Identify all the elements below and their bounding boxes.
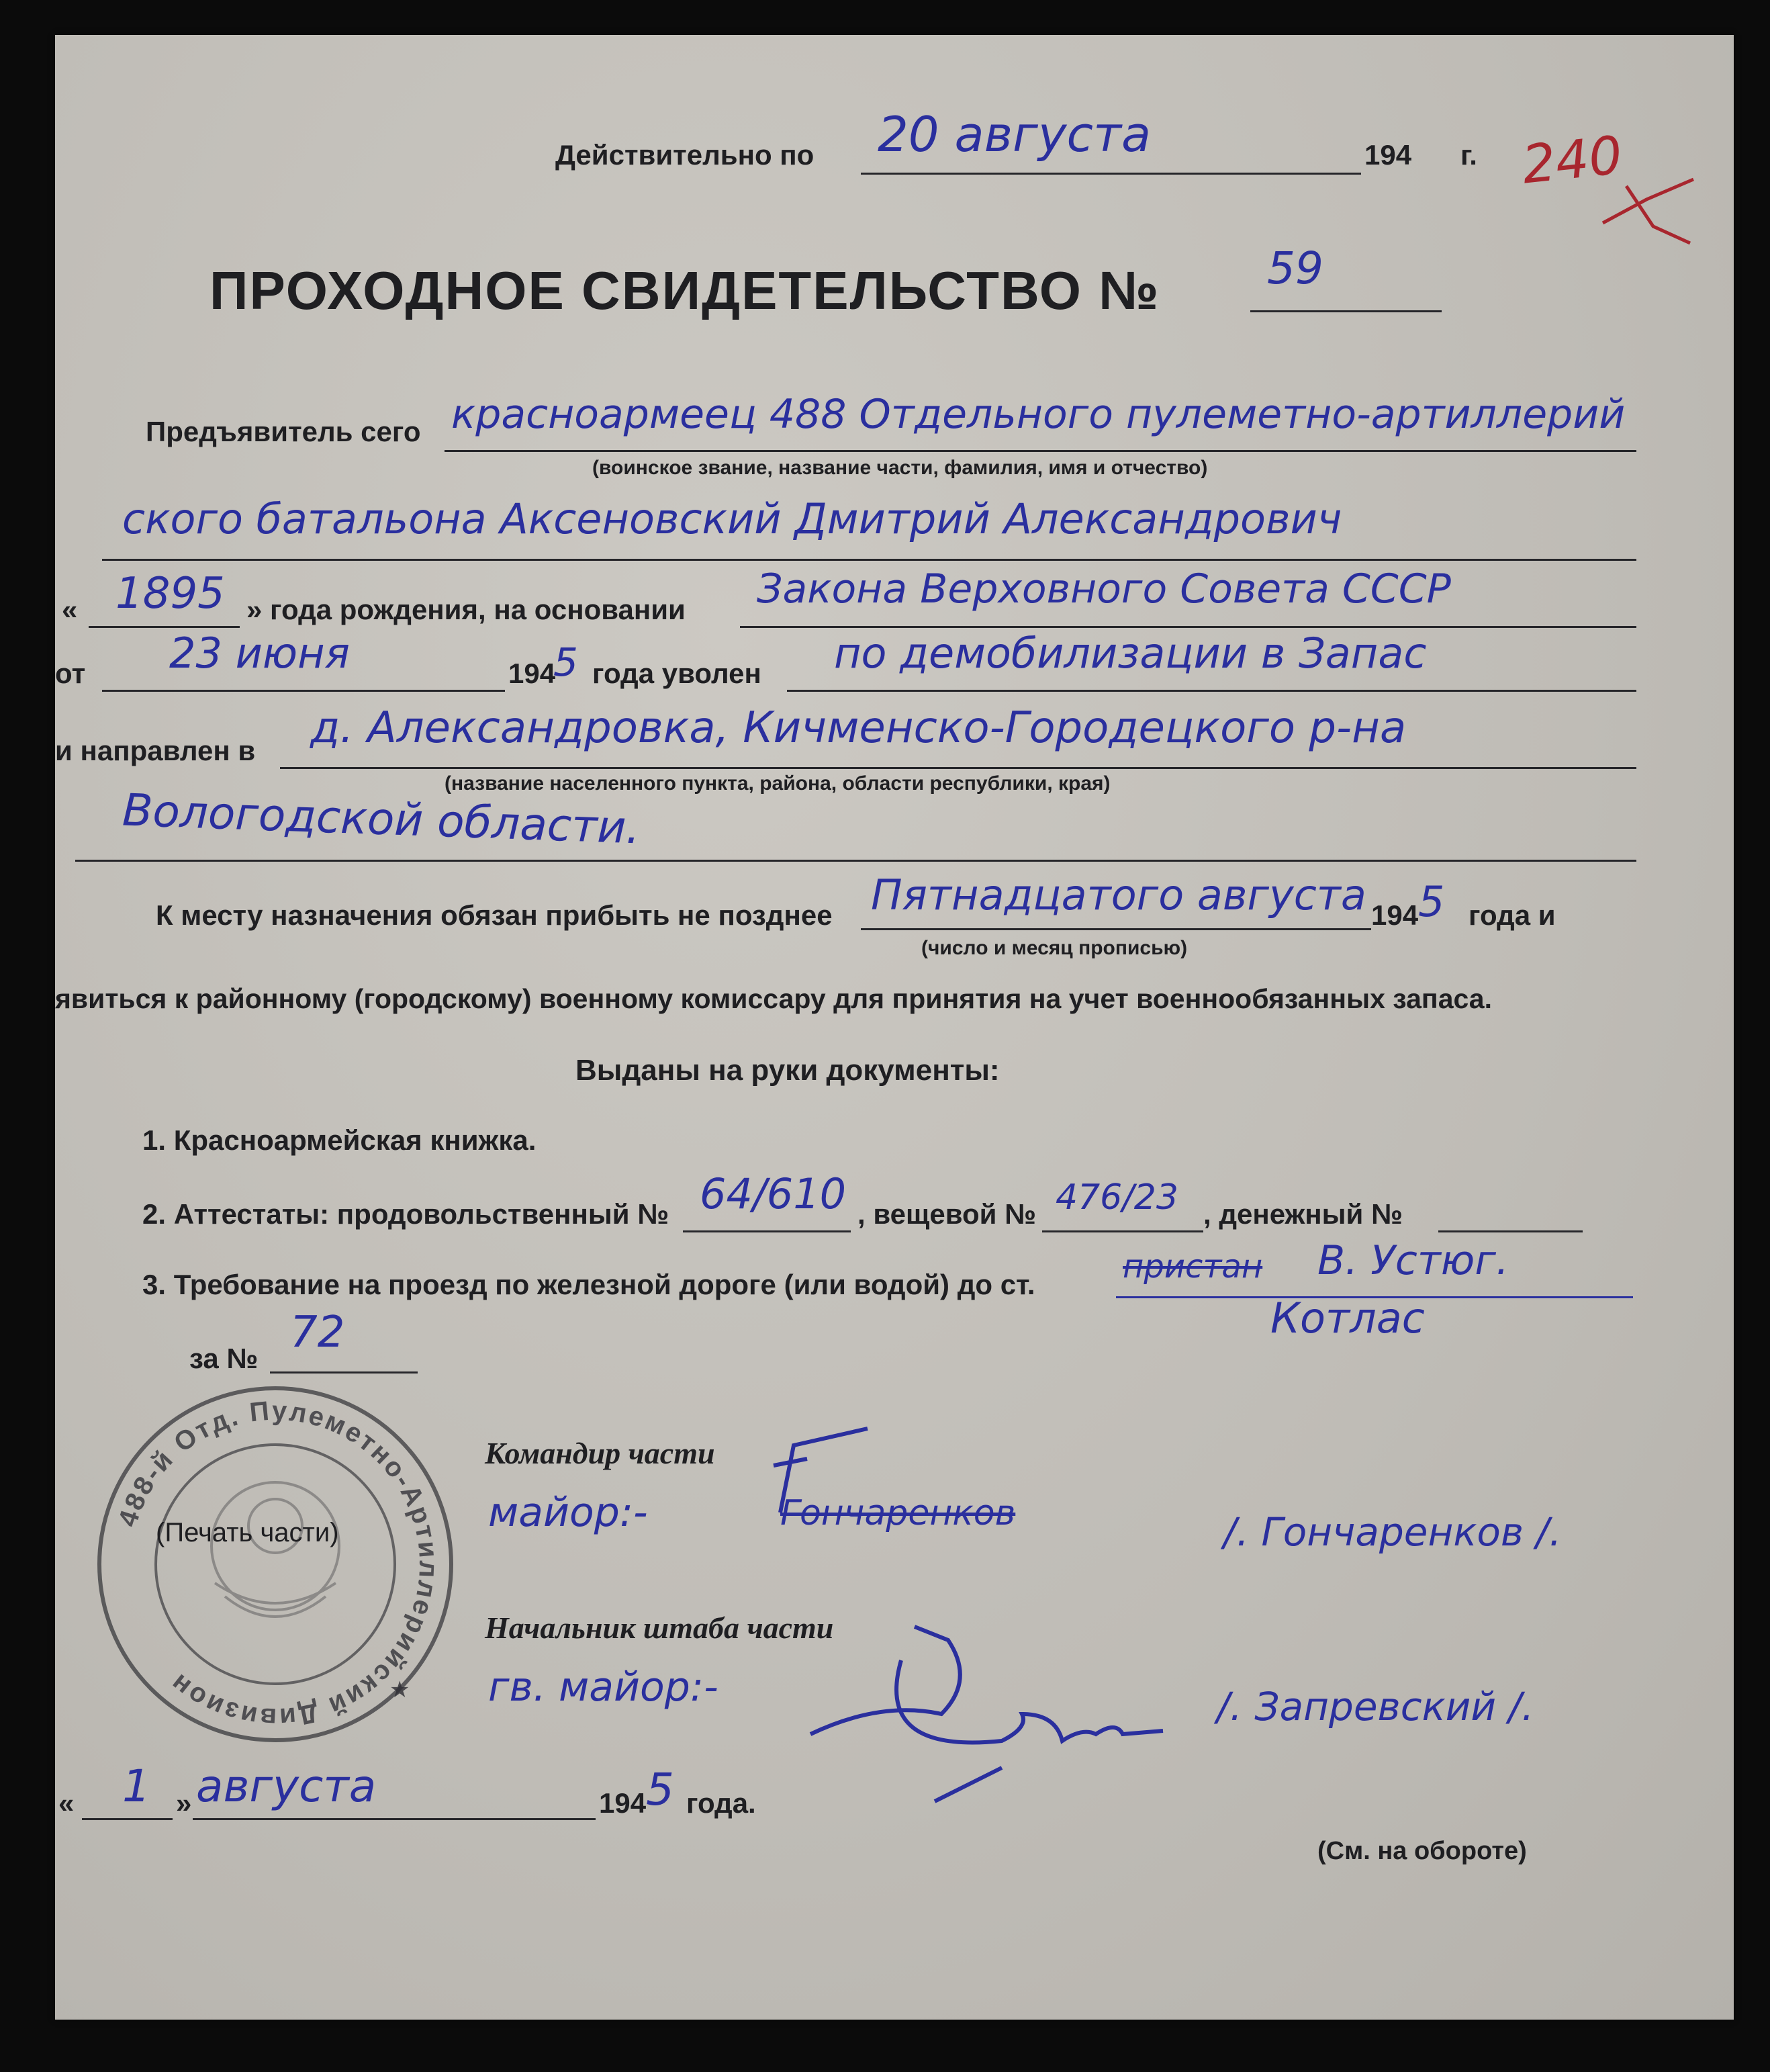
documents-heading: Выданы на руки документы: — [575, 1054, 1000, 1087]
document-title: ПРОХОДНОЕ СВИДЕТЕЛЬСТВО № — [209, 261, 1160, 320]
dismissal-year-digit: 5 — [553, 639, 578, 685]
valid-date-line — [861, 173, 1361, 175]
footer-year-label: года. — [686, 1787, 756, 1819]
red-note-stroke — [1599, 173, 1700, 246]
station-struck: пристан — [1123, 1248, 1263, 1286]
documents-item1: 1. Красноармейская книжка. — [142, 1124, 537, 1156]
dismissal-date: 23 июня — [169, 629, 350, 678]
clothing-attestation-rule — [1042, 1230, 1203, 1232]
footer-open-quote: « — [58, 1787, 75, 1819]
destination-caption: (название населенного пункта, района, области республики, края) — [445, 772, 1111, 795]
bearer-label: Предъявитель сего — [146, 416, 421, 447]
destination-line1: д. Александровка, Кичменско-Городецкого р-на — [310, 703, 1407, 753]
footer-close-quote: » — [176, 1787, 192, 1819]
documents-item2-label: 2. Аттестаты: продовольственный № — [142, 1198, 669, 1230]
bearer-line2: ского батальона Аксеновский Дмитрий Александрович — [122, 494, 1342, 543]
bearer-caption: (воинское звание, название части, фамилия, имя и отчество) — [592, 457, 1208, 479]
document-sheet — [55, 35, 1734, 2020]
arrival-caption: (число и месяц прописью) — [921, 937, 1188, 959]
valid-label: Действительно по — [555, 139, 814, 171]
dismissal-reason: по демобилизации в Запас — [834, 629, 1427, 678]
valid-year-prefix: 194 — [1364, 139, 1412, 171]
chief-rank: гв. майор:- — [488, 1664, 718, 1711]
unit-seal — [94, 1382, 457, 1748]
red-note: 240 — [1519, 125, 1626, 196]
dismissal-year-prefix: 194 — [508, 658, 556, 689]
commander-label: Командир части — [485, 1436, 715, 1470]
station-name-2: Котлас — [1270, 1294, 1425, 1343]
commander-signature-flourish — [767, 1418, 874, 1533]
food-attestation-number: 64/610 — [700, 1169, 847, 1218]
chief-signature — [800, 1600, 1176, 1815]
footer-day-rule — [82, 1818, 173, 1820]
bearer-line2-rule — [102, 559, 1636, 561]
seal-star-icon: ★ — [389, 1678, 410, 1703]
seal-label: (Печать части) — [156, 1518, 339, 1547]
valid-date: 20 августа — [878, 106, 1152, 163]
commander-name: /. Гончаренков /. — [1223, 1509, 1562, 1555]
clothing-label: , вещевой № — [857, 1198, 1036, 1230]
arrival-year-prefix: 194 — [1371, 899, 1419, 931]
documents-item3-label: 3. Требование на проезд по железной дороге (или водой) до ст. — [142, 1269, 1035, 1300]
money-attestation-rule — [1438, 1230, 1583, 1232]
food-attestation-rule — [683, 1230, 851, 1232]
arrival-date-rule — [861, 928, 1371, 930]
valid-year-suffix: г. — [1460, 139, 1477, 171]
birth-label: » года рождения, на основании — [246, 594, 686, 625]
document-number-line — [1250, 310, 1442, 312]
for-number-rule — [270, 1371, 418, 1373]
bearer-line1-rule — [445, 450, 1636, 452]
chief-label: Начальник штаба части — [485, 1611, 834, 1645]
footer-year-prefix: 194 — [599, 1787, 647, 1819]
birth-year-rule — [89, 626, 240, 628]
dismissal-reason-rule — [787, 690, 1636, 692]
station-name: В. Устюг. — [1317, 1237, 1509, 1284]
money-label: , денежный № — [1203, 1198, 1403, 1230]
birth-year: 1895 — [115, 569, 225, 619]
footer-month: августа — [196, 1760, 377, 1812]
footer-month-rule — [193, 1818, 596, 1820]
seal-outer-text: 488-й Отд. Пулеметно-Артиллерийский Дивизион — [113, 1396, 444, 1733]
destination-line1-rule — [280, 767, 1636, 769]
document-number: 59 — [1267, 242, 1323, 294]
arrival-year-label: года и — [1469, 899, 1556, 931]
birth-basis-rule — [740, 626, 1636, 628]
destination-label: и направлен в — [55, 735, 256, 766]
for-number-label: за № — [189, 1343, 259, 1374]
arrival-year-digit: 5 — [1418, 877, 1445, 926]
arrival-date: Пятнадцатого августа — [871, 870, 1366, 919]
dismissal-label: года уволен — [592, 658, 761, 689]
commander-signature: Гончаренков — [780, 1493, 1016, 1533]
footer-day: 1 — [122, 1760, 150, 1812]
see-reverse-note: (См. на обороте) — [1317, 1837, 1527, 1865]
arrival-line2: явиться к районному (городскому) военному комиссару для принятия на учет военнообязанных запаса. — [55, 983, 1492, 1014]
birth-basis: Закона Верховного Совета СССР — [757, 566, 1451, 613]
clothing-attestation-number: 476/23 — [1056, 1177, 1178, 1218]
chief-name: /. Запревский /. — [1217, 1684, 1534, 1729]
destination-line2: Вологодской области. — [121, 784, 641, 854]
dismissal-from-label: от — [55, 658, 86, 689]
bearer-line1: красноармеец 488 Отдельного пулеметно-артиллерий — [451, 391, 1626, 438]
footer-year-digit: 5 — [646, 1764, 674, 1815]
arrival-label: К месту назначения обязан прибыть не позднее — [156, 899, 833, 931]
commander-rank: майор:- — [488, 1489, 648, 1536]
destination-line2-rule — [75, 860, 1636, 862]
for-number: 72 — [290, 1308, 345, 1357]
birth-open-quote: « — [62, 594, 78, 625]
dismissal-date-rule — [102, 690, 505, 692]
